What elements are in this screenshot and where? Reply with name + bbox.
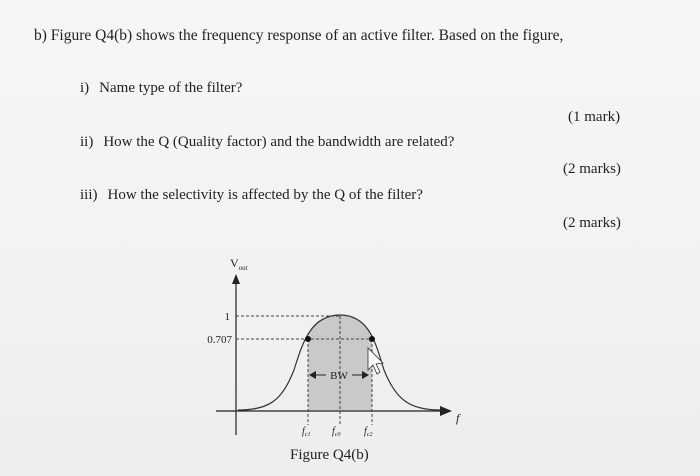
x-axis-arrow [440, 406, 452, 416]
part-i-text: Name type of the filter? [99, 80, 243, 96]
fc1-label-main: f [302, 426, 305, 437]
part-iii-text: How the selectivity is affected by the Q of the filter? [107, 187, 423, 203]
fc0-label [332, 426, 340, 438]
part-iii [80, 186, 423, 204]
x-axis-label: f [456, 411, 460, 425]
question-heading [34, 27, 563, 45]
part-ii-text: How the Q (Quality factor) and the bandwidth are related? [103, 134, 455, 150]
bw-label: BW [330, 370, 348, 382]
question-label: b) [34, 27, 47, 44]
fc1-point [305, 336, 311, 342]
part-i [80, 79, 242, 97]
level-0707-label: 0.707 [207, 334, 232, 346]
part-i-number: i) [80, 80, 90, 96]
frequency-response-figure [190, 250, 480, 450]
fc2-point [369, 336, 375, 342]
question-text: Figure Q4(b) shows the frequency response of an active filter. Based on the figure, [50, 27, 564, 44]
part-iii-number: iii) [80, 187, 98, 203]
level-1-label: 1 [224, 311, 230, 323]
y-axis-label [230, 256, 248, 272]
figure-caption: Figure Q4(b) [290, 447, 369, 463]
y-axis-label-main: V [230, 256, 239, 270]
fc1-label-sub: c1 [304, 432, 311, 438]
part-iii-marks: (2 marks) [563, 215, 621, 231]
part-ii-marks: (2 marks) [563, 161, 621, 177]
fc1-label [302, 426, 310, 438]
fc0-label-main: f [332, 426, 335, 437]
part-i-marks: (1 mark) [568, 109, 621, 125]
part-ii-number: ii) [80, 134, 94, 150]
fc0-label-sub: c0 [334, 432, 341, 438]
part-ii [80, 133, 454, 151]
fc2-label-main: f [364, 426, 367, 437]
fc2-label [364, 426, 372, 438]
y-axis-label-sub: out [238, 264, 248, 272]
fc2-label-sub: c2 [366, 432, 373, 438]
y-axis-arrow [232, 274, 240, 284]
